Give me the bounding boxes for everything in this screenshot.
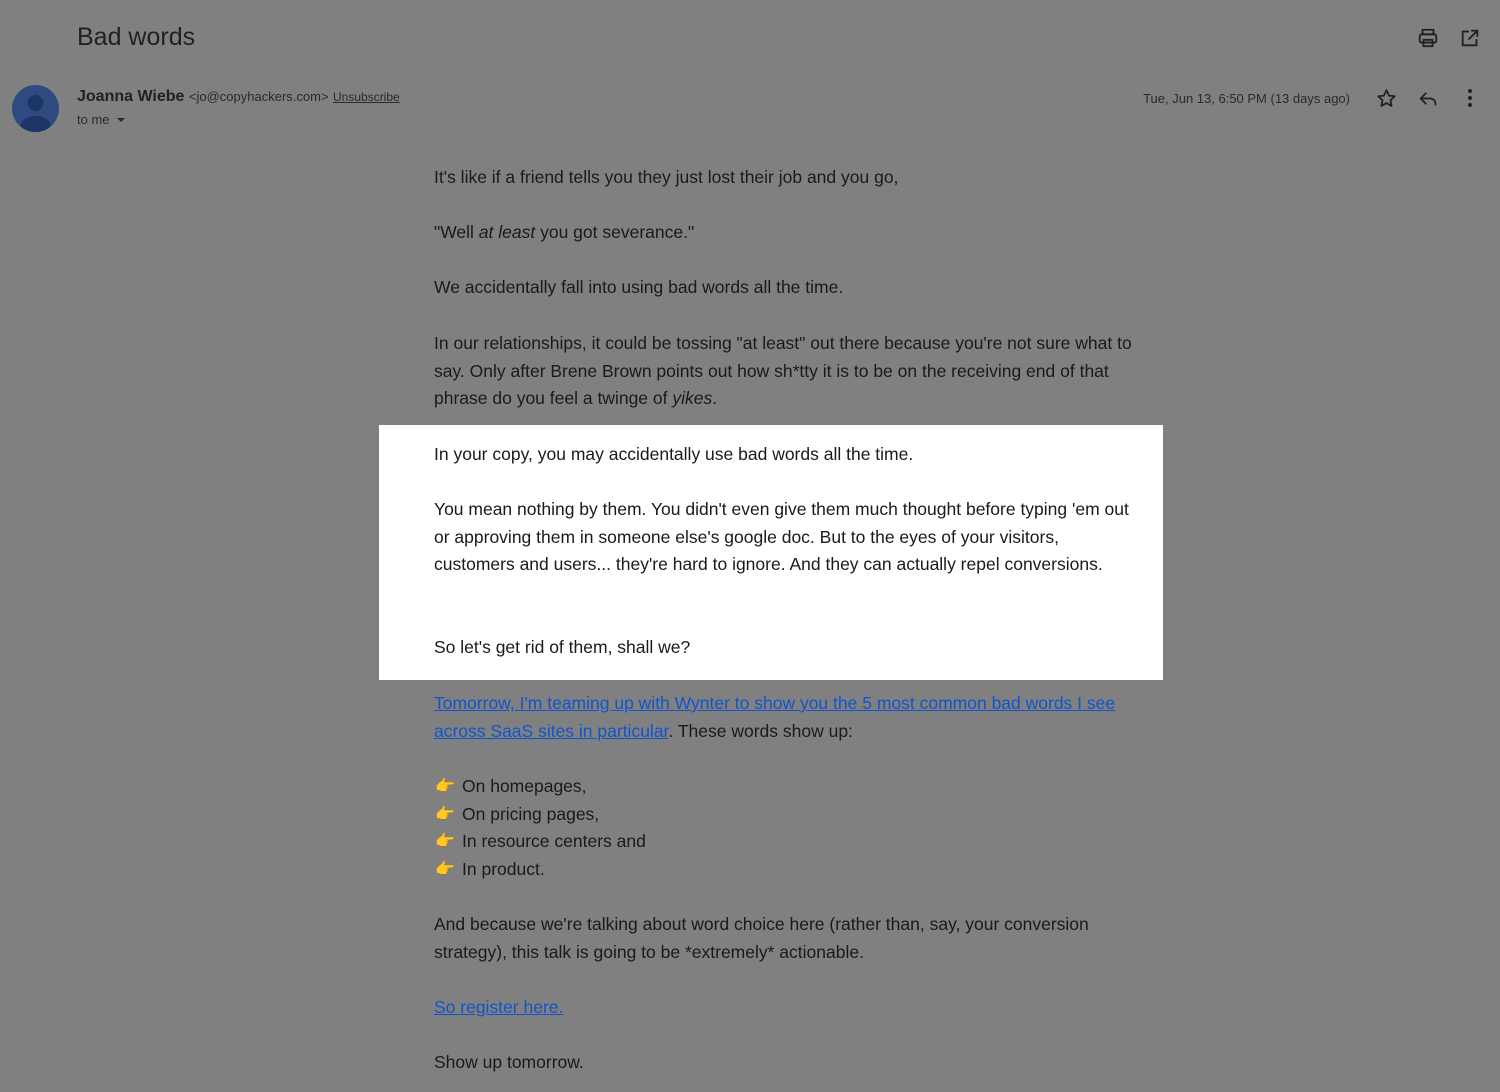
message-actions — [1143, 84, 1484, 112]
list-item — [434, 773, 1134, 801]
email-subject: Bad words — [77, 23, 196, 51]
body-paragraph-7: So let's get rid of them, shall we? — [434, 637, 691, 657]
list-item — [434, 828, 1134, 856]
body-paragraph-6: You mean nothing by them. You didn't even give them much thought before typing 'em out or approving them in someone else's google doc. But to the eyes of your visitors, customers and users... they're hard to ignore. And they can actually repel conversions. — [434, 499, 1129, 575]
top-actions — [1414, 24, 1484, 52]
pointing-right-icon: 👉 — [435, 833, 455, 851]
recipient-label: to me — [77, 112, 110, 127]
sender-name[interactable]: Joanna Wiebe — [77, 88, 185, 105]
open-in-new-window-icon[interactable] — [1456, 24, 1484, 52]
text-span: you got severance." — [535, 222, 695, 242]
emphasis-text: at least — [478, 222, 536, 242]
person-icon — [12, 85, 59, 132]
body-paragraph-9: And because we're talking about word choice here (rather than, say, your conversion strategy), this talk is going to be *extremely* actionable. — [434, 914, 1089, 962]
emphasis-text: yikes — [672, 388, 713, 409]
body-paragraph-10 — [434, 994, 1134, 1022]
message-date: Tue, Jun 13, 6:50 PM (13 days ago) — [1143, 90, 1350, 106]
text-span: . These words show up: — [668, 720, 853, 741]
list-item-text: On homepages, — [462, 776, 587, 796]
body-paragraph-8 — [434, 690, 1134, 745]
pointing-right-icon: 👉 — [435, 861, 455, 879]
printer-icon[interactable] — [1414, 24, 1442, 52]
body-paragraph-4 — [434, 330, 1134, 413]
text-span: In our relationships, it could be tossing "at least" out there because you're not sure what to say. Only after Brene Brown points out how sh*tty it is to be on the receiving end of that phrase do you feel a twinge of — [434, 333, 1132, 409]
recipient-details-toggle[interactable] — [77, 111, 126, 129]
pointing-right-icon: 👉 — [435, 778, 455, 795]
avatar[interactable] — [12, 85, 59, 132]
body-paragraph-3: We accidentally fall into using bad words all the time. — [434, 277, 844, 297]
pointing-right-icon: 👉 — [435, 805, 455, 823]
star-icon[interactable] — [1372, 84, 1400, 112]
list-item-text: In product. — [462, 859, 545, 880]
reply-icon[interactable] — [1414, 84, 1442, 112]
list-item-text: In resource centers and — [462, 831, 646, 852]
list-item — [434, 801, 1134, 829]
body-paragraph-1: It's like if a friend tells you they just lost their job and you go, — [434, 167, 899, 187]
text-span: . — [712, 388, 718, 409]
sender-email: <jo@copyhackers.com> — [188, 89, 329, 104]
list-item — [434, 856, 1134, 884]
list-item-text: On pricing pages, — [462, 803, 600, 824]
unsubscribe-link[interactable]: Unsubscribe — [333, 90, 400, 104]
register-link[interactable]: So register here. — [434, 997, 564, 1017]
body-paragraph-5: In your copy, you may accidentally use bad words all the time. — [434, 444, 914, 464]
body-paragraph-2 — [434, 219, 1134, 247]
more-vertical-icon[interactable] — [1456, 84, 1484, 112]
closing-line: Show up tomorrow. — [434, 1052, 584, 1072]
sender-line — [77, 86, 400, 108]
chevron-down-icon — [116, 115, 126, 125]
webinar-link[interactable]: Tomorrow, I'm teaming up with Wynter to show you the 5 most common bad words I see across SaaS sites in particular — [434, 693, 1116, 741]
bullet-list — [434, 773, 1134, 884]
text-span: "Well — [434, 222, 479, 242]
